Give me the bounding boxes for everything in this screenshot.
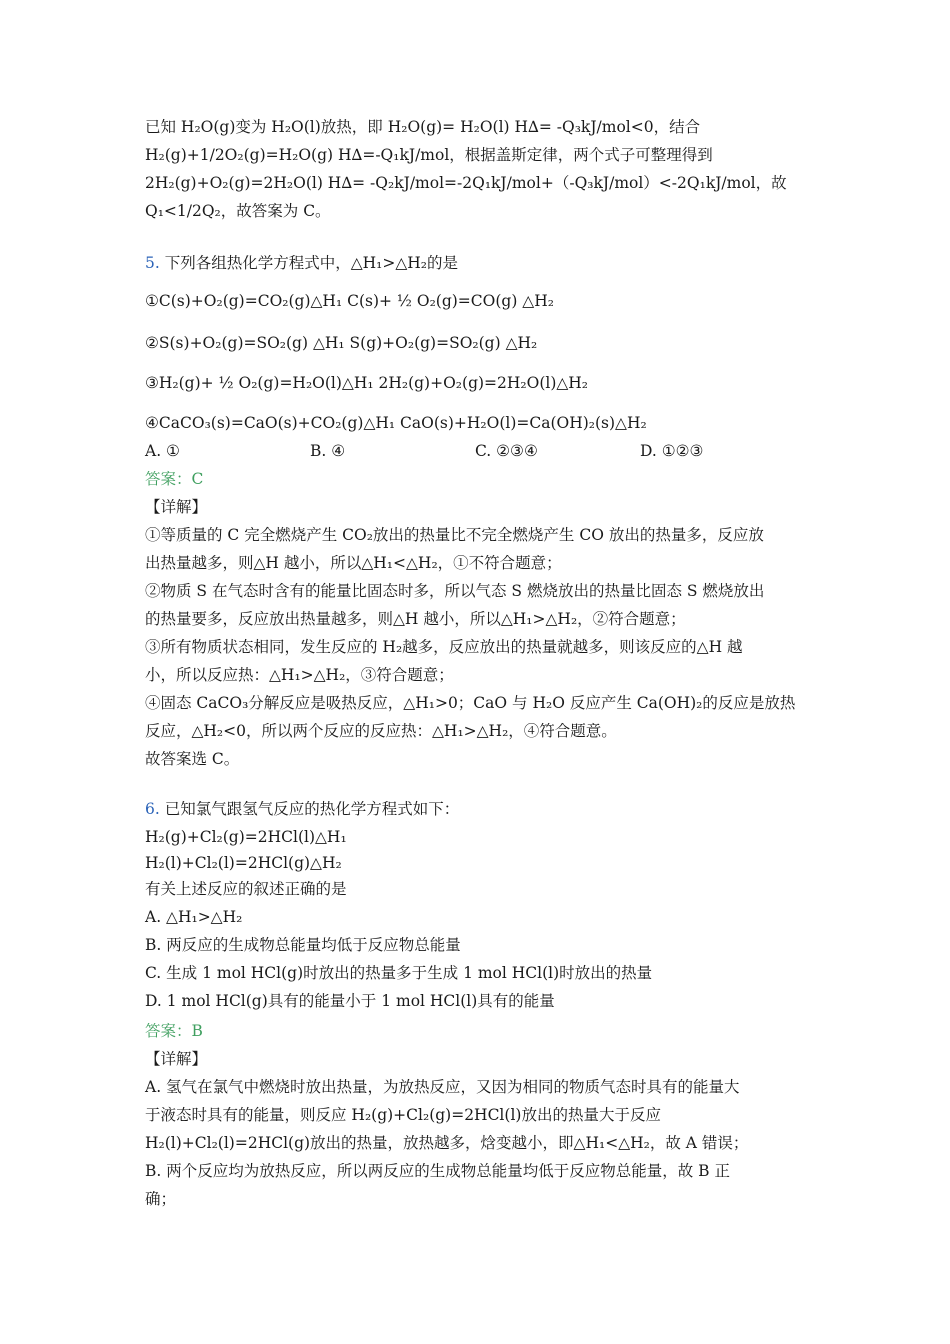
option-c: C. ②③④: [475, 442, 538, 460]
answer-line: 答案：B: [145, 1022, 203, 1040]
question-number: 5.: [145, 254, 160, 272]
question-text: 下列各组热化学方程式中，△H₁>△H₂的是: [159, 254, 459, 272]
detail-line: A. 氢气在氯气中燃烧时放出热量，为放热反应，又因为相同的物质气态时具有的能量大: [145, 1078, 740, 1096]
text-line: H₂(g)+1/2O₂(g)=H₂O(g) H∆=-Q₁kJ/mol，根据盖斯定律，两个式子可整理得到: [145, 146, 713, 164]
detail-line: ④固态 CaCO₃分解反应是吸热反应，△H₁>0；CaO 与 H₂O 反应产生 Ca(OH)₂的反应是放热: [145, 694, 796, 712]
detail-line: 小，所以反应热：△H₁>△H₂，③符合题意；: [145, 666, 454, 684]
detail-line: ②物质 S 在气态时含有的能量比固态时多，所以气态 S 燃烧放出的热量比固态 S 燃烧放出: [145, 582, 765, 600]
equation-line: ③H₂(g)+ ½ O₂(g)=H₂O(l)△H₁ 2H₂(g)+O₂(g)=2H₂O(l)△H₂: [145, 374, 589, 392]
equation-line: ①C(s)+O₂(g)=CO₂(g)△H₁ C(s)+ ½ O₂(g)=CO(g) △H₂: [145, 292, 554, 310]
equation-line: H₂(l)+Cl₂(l)=2HCl(g)△H₂: [145, 854, 342, 872]
detail-heading: 【详解】: [145, 498, 208, 516]
equation-line: ②S(s)+O₂(g)=SO₂(g) △H₁ S(g)+O₂(g)=SO₂(g) △H₂: [145, 334, 538, 352]
text-line: 2H₂(g)+O₂(g)=2H₂O(l) H∆= -Q₂kJ/mol=-2Q₁kJ/mol+（-Q₃kJ/mol）<-2Q₁kJ/mol，故: [145, 174, 787, 192]
options-row: [145, 440, 815, 462]
question-6-stem: [145, 798, 815, 820]
option-d: D. 1 mol HCl(g)具有的能量小于 1 mol HCl(l)具有的能量: [145, 992, 555, 1010]
detail-heading: 【详解】: [145, 1050, 208, 1068]
question-5-stem: [145, 252, 815, 274]
equation-line: H₂(g)+Cl₂(g)=2HCl(l)△H₁: [145, 828, 347, 846]
option-b: B. ④: [310, 442, 346, 460]
option-a: A. ①: [145, 442, 180, 460]
answer-line: 答案：C: [145, 470, 204, 488]
equation-line: ④CaCO₃(s)=CaO(s)+CO₂(g)△H₁ CaO(s)+H₂O(l)=Ca(OH)₂(s)△H₂: [145, 414, 647, 432]
detail-line: 的热量要多，反应放出热量越多，则△H 越小，所以△H₁>△H₂，②符合题意；: [145, 610, 686, 628]
detail-line: B. 两个反应均为放热反应，所以两反应的生成物总能量均低于反应物总能量，故 B 正: [145, 1162, 730, 1180]
question-number: 6.: [145, 800, 160, 818]
text-line: 已知 H₂O(g)变为 H₂O(l)放热，即 H₂O(g)= H₂O(l) H∆= -Q₃kJ/mol<0，结合: [145, 118, 701, 136]
detail-line: ①等质量的 C 完全燃烧产生 CO₂放出的热量比不完全燃烧产生 CO 放出的热量多，反应放: [145, 526, 764, 544]
detail-line: 出热量越多，则△H 越小，所以△H₁<△H₂，①不符合题意；: [145, 554, 562, 572]
option-d: D. ①②③: [640, 442, 704, 460]
option-b: B. 两反应的生成物总能量均低于反应物总能量: [145, 936, 461, 954]
detail-line: H₂(l)+Cl₂(l)=2HCl(g)放出的热量，放热越多，焓变越小，即△H₁<△H₂，故 A 错误；: [145, 1134, 749, 1152]
detail-line: 确；: [145, 1190, 177, 1208]
detail-line: ③所有物质状态相同，发生反应的 H₂越多，反应放出的热量就越多，则该反应的△H 越: [145, 638, 743, 656]
option-c: C. 生成 1 mol HCl(g)时放出的热量多于生成 1 mol HCl(l)时放出的热量: [145, 964, 653, 982]
text-line: Q₁<1/2Q₂，故答案为 C。: [145, 202, 331, 220]
option-a: A. △H₁>△H₂: [145, 908, 243, 926]
detail-line: 故答案选 C。: [145, 750, 240, 768]
detail-line: 反应，△H₂<0，所以两个反应的反应热：△H₁>△H₂，④符合题意。: [145, 722, 617, 740]
question-prompt: 有关上述反应的叙述正确的是: [145, 880, 347, 898]
question-text: 已知氯气跟氢气反应的热化学方程式如下：: [159, 800, 460, 818]
detail-line: 于液态时具有的能量，则反应 H₂(g)+Cl₂(g)=2HCl(l)放出的热量大于反应: [145, 1106, 661, 1124]
